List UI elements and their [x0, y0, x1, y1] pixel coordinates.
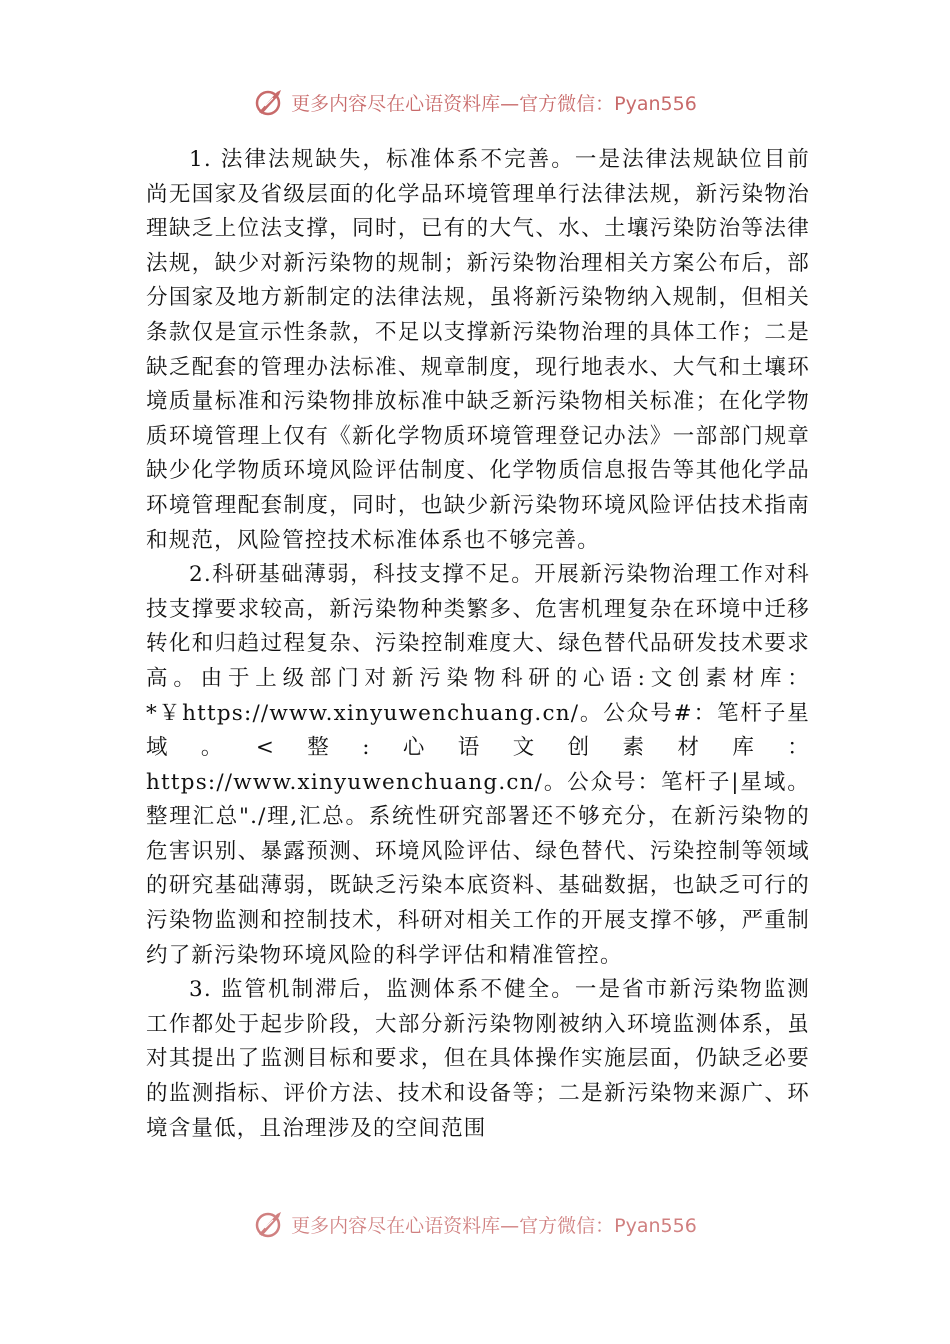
- paragraph-3: 3. 监管机制滞后，监测体系不健全。一是省市新污染物监测工作都处于起步阶段，大部分新污染物刚被纳入环境监测体系，虽对其提出了监测目标和要求，但在具体操作实施层面，仍缺乏必要的监测指标、评价方法、技术和设备等；二是新污染物来源广、环境含量低，且治理涉及的空间范围: [146, 977, 810, 1141]
- quill-logo-icon: [253, 1208, 285, 1240]
- paragraph-1: 1. 法律法规缺失，标准体系不完善。一是法律法规缺位目前尚无国家及省级层面的化学品环境管理单行法律法规，新污染物治理缺乏上位法支撑，同时，已有的大气、水、土壤污染防治等法律法规，缺少对新污染物的规制；新污染物治理相关方案公布后，部分国家及地方新制定的法律法规，虽将新污染物纳入规制，但相关条款仅是宣示性条款，不足以支撑新污染物治理的具体工作；二是缺乏配套的管理办法标准、规章制度，现行地表水、大气和土壤环境质量标准和污染物排放标准中缺乏新污染物相关标准；在化学物质环境管理上仅有《新化学物质环境管理登记办法》一部部门规章缺少化学物质环境风险评估制度、化学物质信息报告等其他化学品环境管理配套制度，同时，也缺少新污染物环境风险评估技术指南和规范，风险管控技术标准体系也不够完善。: [146, 147, 810, 553]
- quill-logo-icon: [253, 86, 285, 118]
- footer-text: 更多内容尽在心语资料库—官方微信：Pyan556: [291, 1214, 697, 1237]
- paragraph-2: 2.科研基础薄弱，科技支撑不足。开展新污染物治理工作对科技支撑要求较高，新污染物种类繁多、危害机理复杂在环境中迁移转化和归趋过程复杂、污染控制难度大、绿色替代品研发技术要求高。由于上级部门对新污染物科研的心语:文创素材库：*￥https://www.xinyuwenchuang.cn/。公众号#：笔杆子星域。<整:心语文创素材库：https://www.xinyuwenchuang.cn/。公众号：笔杆子|星域。整理汇总"./理,汇总。系统性研究部署还不够充分，在新污染物的危害识别、暴露预测、环境风险评估、绿色替代、污染控制等领域的研究基础薄弱，既缺乏污染本底资料、基础数据，也缺乏可行的污染物监测和控制技术，科研对相关工作的开展支撑不够，严重制约了新污染物环境风险的科学评估和精准管控。: [146, 562, 810, 968]
- header-text: 更多内容尽在心语资料库—官方微信：Pyan556: [291, 92, 697, 115]
- page-footer-watermark: [0, 1208, 950, 1240]
- document-body: [146, 143, 810, 1146]
- page-header-watermark: [0, 86, 950, 118]
